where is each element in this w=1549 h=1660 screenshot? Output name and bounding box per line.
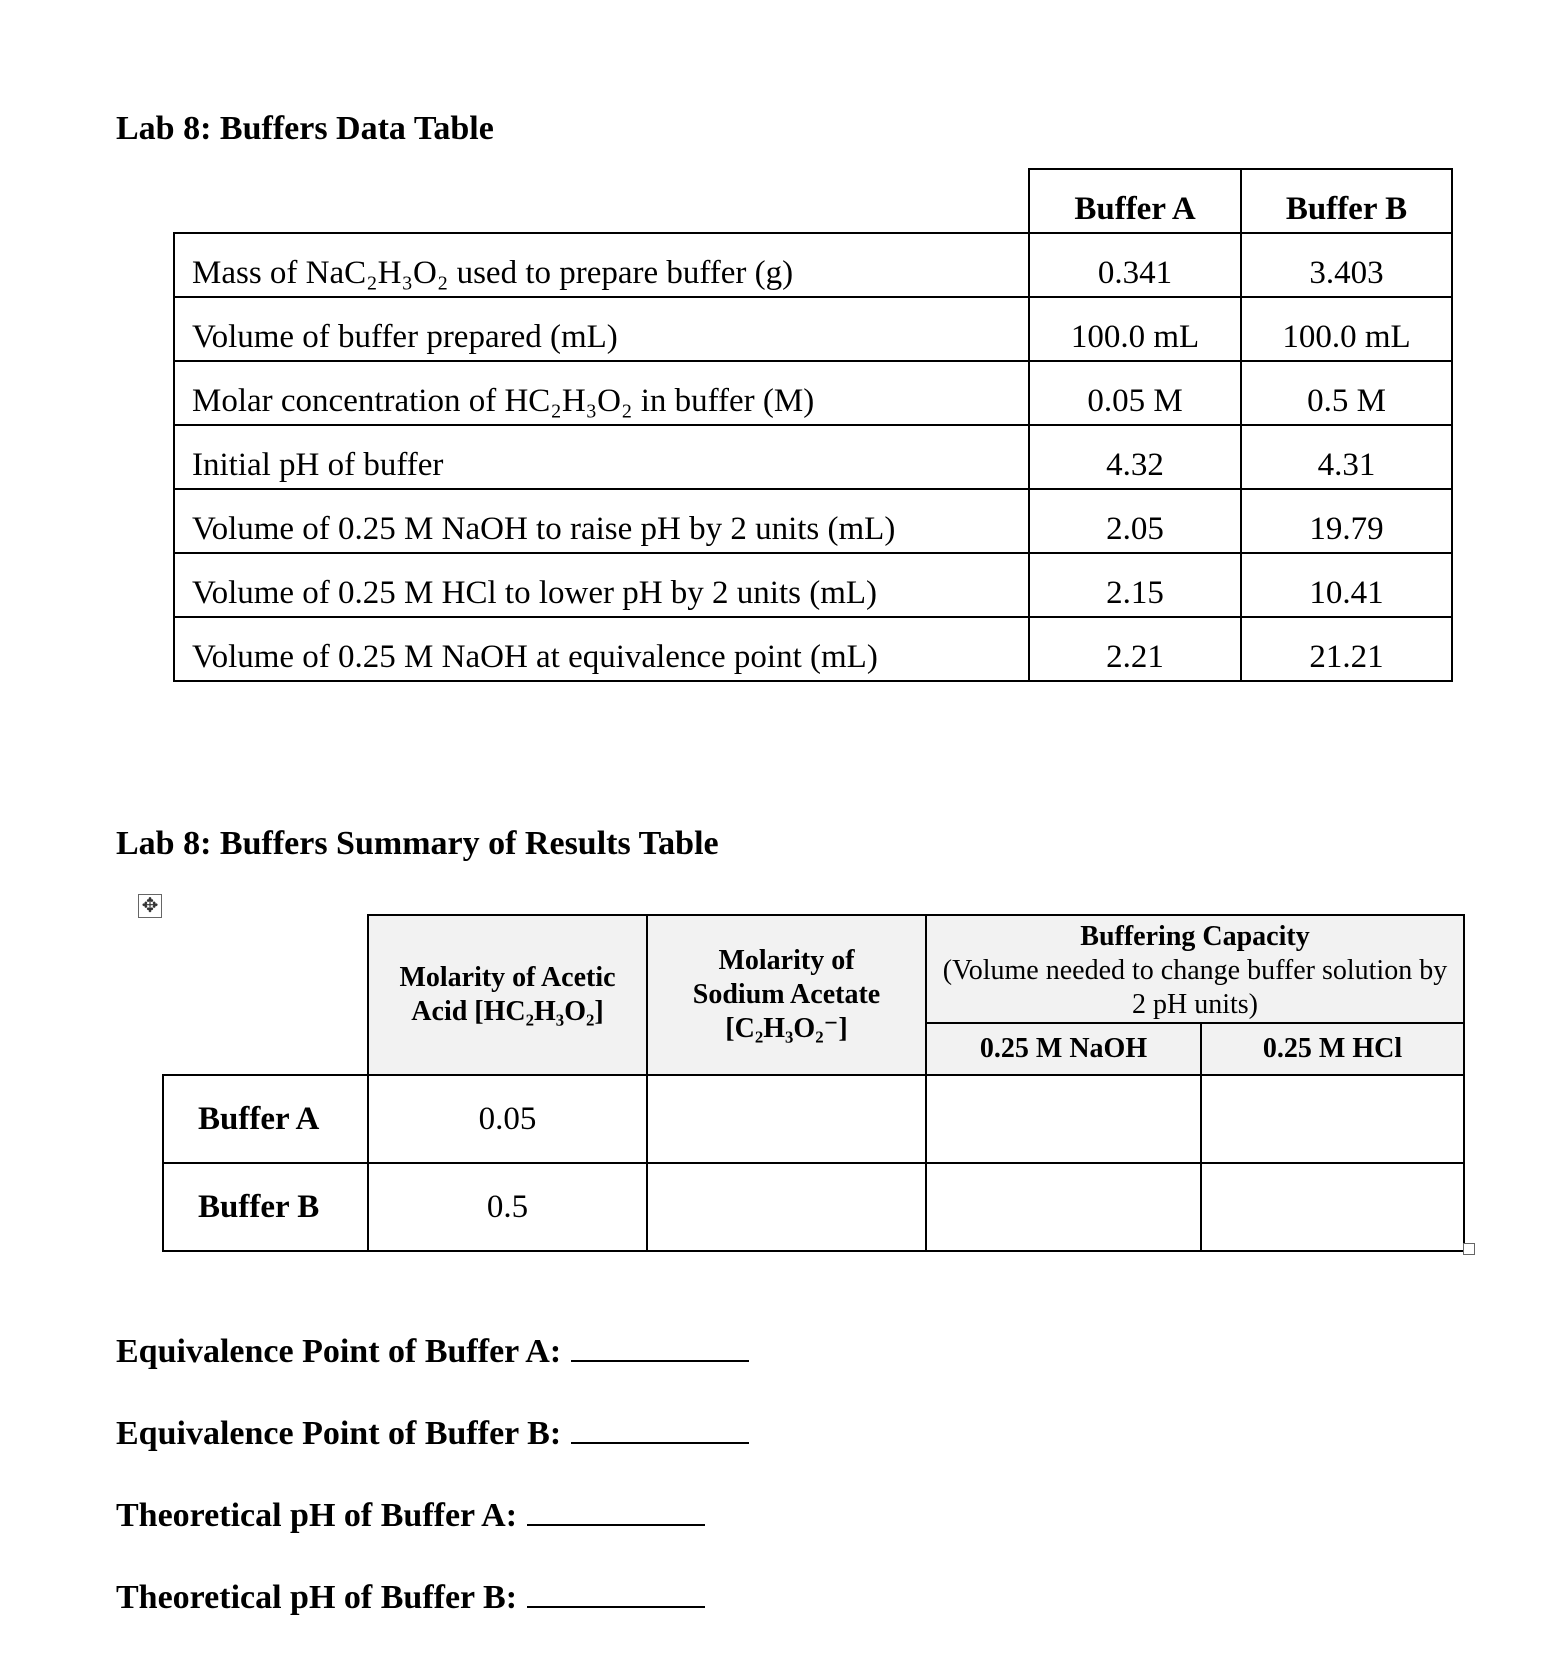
table-row bbox=[174, 553, 1452, 617]
col-header-sodium-acetate-line3: [C₂H₃O₂⁻] bbox=[725, 1013, 848, 1044]
question-label: Theoretical pH of Buffer B: bbox=[116, 1579, 518, 1616]
cell-acid-molarity[interactable]: 0.05 bbox=[368, 1075, 647, 1163]
col-header-buffer-a: Buffer A bbox=[1029, 169, 1241, 233]
answer-blank[interactable] bbox=[527, 1576, 705, 1608]
cell-buffer-a: 4.32 bbox=[1029, 425, 1241, 489]
row-label: Initial pH of buffer bbox=[174, 425, 1029, 489]
cell-buffer-b: 3.403 bbox=[1241, 233, 1452, 297]
cell-buffer-b: 19.79 bbox=[1241, 489, 1452, 553]
question-label: Theoretical pH of Buffer A: bbox=[116, 1497, 518, 1534]
row-label: Volume of 0.25 M NaOH to raise pH by 2 units (mL) bbox=[174, 489, 1029, 553]
table-row bbox=[174, 361, 1452, 425]
summary-table-title: Lab 8: Buffers Summary of Results Table bbox=[116, 825, 719, 862]
answer-blank[interactable] bbox=[571, 1412, 749, 1444]
table-row bbox=[174, 617, 1452, 681]
col-header-sodium-acetate bbox=[647, 915, 926, 1075]
buffers-data-table bbox=[173, 168, 1453, 682]
cell-acetate-molarity[interactable] bbox=[647, 1075, 926, 1163]
answer-blank[interactable] bbox=[571, 1330, 749, 1362]
cell-buffer-b: 4.31 bbox=[1241, 425, 1452, 489]
cell-acetate-molarity[interactable] bbox=[647, 1163, 926, 1251]
summary-corner bbox=[163, 915, 368, 1075]
question-theoretical-ph-b bbox=[116, 1576, 705, 1617]
table-row bbox=[163, 1075, 1464, 1163]
row-label: Volume of buffer prepared (mL) bbox=[174, 297, 1029, 361]
data-table-header-row bbox=[174, 169, 1452, 233]
buffering-capacity-desc: (Volume needed to change buffer solution by 2 pH units) bbox=[942, 955, 1448, 1020]
cell-buffer-b: 10.41 bbox=[1241, 553, 1452, 617]
cell-buffer-a: 0.341 bbox=[1029, 233, 1241, 297]
table-row bbox=[174, 297, 1452, 361]
question-theoretical-ph-a bbox=[116, 1494, 705, 1535]
table-row bbox=[174, 425, 1452, 489]
cell-buffer-b: 21.21 bbox=[1241, 617, 1452, 681]
data-table-title: Lab 8: Buffers Data Table bbox=[116, 110, 494, 147]
table-row bbox=[163, 1163, 1464, 1251]
cell-buffer-a: 2.05 bbox=[1029, 489, 1241, 553]
row-label: Volume of 0.25 M HCl to lower pH by 2 units (mL) bbox=[174, 553, 1029, 617]
data-table-corner bbox=[174, 169, 1029, 233]
row-label: Molar concentration of HC₂H₃O₂ in buffer (M) bbox=[174, 361, 1029, 425]
col-header-sodium-acetate-line1: Molarity of bbox=[718, 945, 855, 976]
col-header-acetic-acid-text: Molarity of Acetic Acid [HC₂H₃O₂] bbox=[399, 962, 616, 1027]
answer-blank[interactable] bbox=[527, 1494, 705, 1526]
question-equivalence-a bbox=[116, 1330, 749, 1371]
cell-buffer-a: 2.21 bbox=[1029, 617, 1241, 681]
table-resize-icon[interactable] bbox=[1463, 1243, 1475, 1255]
col-header-buffer-b: Buffer B bbox=[1241, 169, 1452, 233]
cell-naoh-capacity[interactable] bbox=[926, 1075, 1201, 1163]
col-header-acetic-acid bbox=[368, 915, 647, 1075]
col-header-naoh: 0.25 M NaOH bbox=[926, 1023, 1201, 1075]
buffers-summary-table bbox=[162, 914, 1465, 1252]
question-label: Equivalence Point of Buffer B: bbox=[116, 1415, 562, 1452]
question-label: Equivalence Point of Buffer A: bbox=[116, 1333, 562, 1370]
cell-buffer-a: 2.15 bbox=[1029, 553, 1241, 617]
cell-buffer-a: 100.0 mL bbox=[1029, 297, 1241, 361]
cell-buffer-b: 100.0 mL bbox=[1241, 297, 1452, 361]
table-row bbox=[174, 233, 1452, 297]
cell-naoh-capacity[interactable] bbox=[926, 1163, 1201, 1251]
question-equivalence-b bbox=[116, 1412, 749, 1453]
cell-buffer-a: 0.05 M bbox=[1029, 361, 1241, 425]
cell-buffer-b: 0.5 M bbox=[1241, 361, 1452, 425]
row-label-buffer-a: Buffer A bbox=[163, 1075, 368, 1163]
col-header-buffering-capacity bbox=[926, 915, 1464, 1023]
row-label: Volume of 0.25 M NaOH at equivalence point (mL) bbox=[174, 617, 1029, 681]
row-label: Mass of NaC₂H₃O₂ used to prepare buffer (g) bbox=[174, 233, 1029, 297]
col-header-sodium-acetate-line2: Sodium Acetate bbox=[692, 979, 881, 1010]
table-move-icon[interactable]: ✥ bbox=[138, 894, 162, 918]
cell-acid-molarity[interactable]: 0.5 bbox=[368, 1163, 647, 1251]
table-row bbox=[174, 489, 1452, 553]
buffering-capacity-title: Buffering Capacity bbox=[1080, 921, 1310, 952]
cell-hcl-capacity[interactable] bbox=[1201, 1075, 1464, 1163]
row-label-buffer-b: Buffer B bbox=[163, 1163, 368, 1251]
cell-hcl-capacity[interactable] bbox=[1201, 1163, 1464, 1251]
col-header-hcl: 0.25 M HCl bbox=[1201, 1023, 1464, 1075]
